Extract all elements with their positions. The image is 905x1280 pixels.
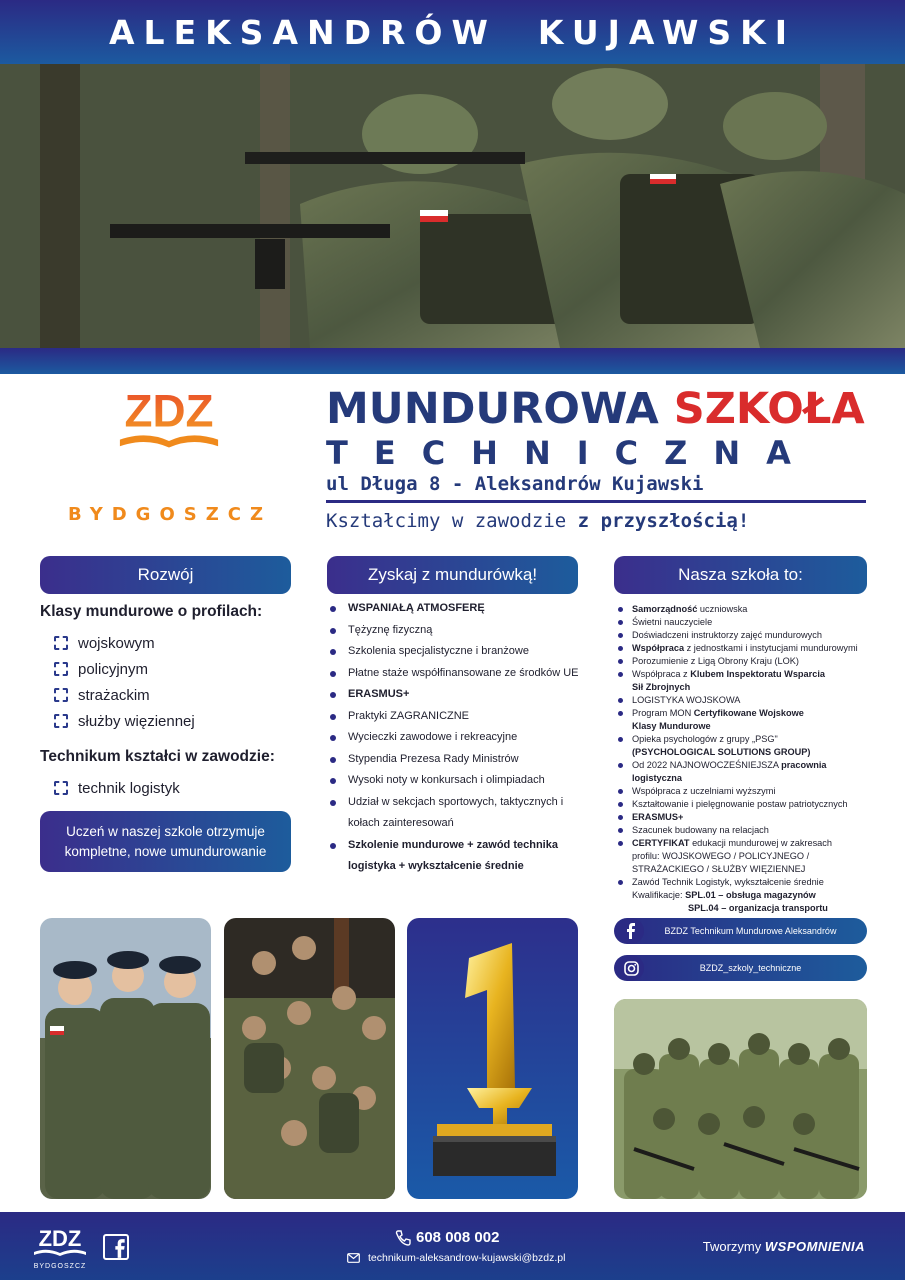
logo-city: BYDGOSZCZ xyxy=(67,504,273,525)
list-item xyxy=(330,620,580,642)
text: Szacunek budowany na relacjach xyxy=(632,825,769,835)
text: Doświadczeni instruktorzy zajęć mundurowych xyxy=(632,630,822,640)
list-item xyxy=(618,733,878,746)
text-bold: Klasy Mundurowe xyxy=(632,721,711,731)
profiles-heading: Klasy mundurowe o profilach: xyxy=(40,603,263,620)
text: Kształtowanie i pielęgnowanie postaw patriotycznych xyxy=(632,799,848,809)
phone-icon xyxy=(395,1230,411,1246)
list-item-label: Udział w sekcjach sportowych, taktycznych i kołach zainteresowań xyxy=(348,795,564,829)
text: edukacji mundurowej w zakresach xyxy=(689,838,832,848)
list-item xyxy=(618,837,878,850)
list-item xyxy=(618,824,878,837)
text-bold: SPL.01 – obsługa magazynów xyxy=(685,890,816,900)
text: Kwalifikacje: xyxy=(632,890,686,900)
list-item xyxy=(618,668,878,681)
list-item xyxy=(54,775,300,801)
text: uczniowska xyxy=(697,604,748,614)
text-bold: Certyfikowane Wojskowe xyxy=(693,708,804,718)
text-bold: CERTYFIKAT xyxy=(632,838,690,848)
bullet-icon xyxy=(618,659,623,664)
bullet-icon xyxy=(330,714,336,720)
text: Świetni nauczyciele xyxy=(632,617,713,627)
slogan-part: z xyxy=(577,510,601,532)
professions-heading: Technikum kształci w zawodzie: xyxy=(40,748,275,765)
slogan-part: przyszłością! xyxy=(600,510,750,532)
facebook-icon xyxy=(618,918,644,944)
footer-zdz-logo xyxy=(30,1224,90,1270)
dashed-square-icon xyxy=(54,781,68,795)
text-bold: Klubem Inspektoratu Wsparcia xyxy=(690,669,825,679)
title-line-1 xyxy=(326,384,871,434)
dashed-square-icon xyxy=(54,662,68,676)
list-item-label: ERASMUS+ xyxy=(348,688,410,700)
list-item xyxy=(618,655,878,668)
footer-logo-text: ZDZ xyxy=(38,1226,82,1251)
list-item xyxy=(618,616,878,629)
list-item-continuation xyxy=(618,902,878,915)
list-item-continuation xyxy=(618,746,878,759)
pill-rozwoj: Rozwój xyxy=(40,556,291,594)
list-item-label: Wysoki noty w konkursach i olimpiadach xyxy=(348,774,545,786)
text-bold: pracownia logistyczna xyxy=(632,760,827,783)
photo-cadets-field xyxy=(614,999,867,1199)
list-item-label: Praktyki ZAGRANICZNE xyxy=(348,709,470,722)
bullet-icon xyxy=(330,843,336,849)
bullet-icon xyxy=(618,698,623,703)
column-benefits xyxy=(330,598,580,878)
text-bold: Samorządność xyxy=(632,604,698,614)
text: Porozumienie z Ligą Obrony Kraju (LOK) xyxy=(632,656,799,666)
text-bold: ERASMUS+ xyxy=(632,812,684,822)
bullet-icon xyxy=(618,880,623,885)
bullet-icon xyxy=(330,671,336,677)
phone-number: 608 008 002 xyxy=(416,1229,500,1246)
list-item-continuation xyxy=(618,681,878,694)
list-item xyxy=(618,642,878,655)
bullet-icon xyxy=(618,620,623,625)
list-item-continuation: STRAŻACKIEGO / SŁUŻBY WIĘZIENNEJ xyxy=(632,864,806,874)
text: Współpraca z uczelniami wyższymi xyxy=(632,786,776,796)
footer-logo-city: BYDGOSZCZ xyxy=(33,1263,87,1270)
uniform-callout: Uczeń w naszej szkole otrzymuje kompletne, nowe umundurowanie xyxy=(40,811,291,872)
school-address: ul Długa 8 - Aleksandrów Kujawski xyxy=(326,473,704,495)
dashed-square-icon xyxy=(54,688,68,702)
text-bold: SPL.04 – organizacja transportu xyxy=(688,903,828,913)
list-item xyxy=(618,759,878,785)
title-divider xyxy=(326,500,866,503)
list-item-continuation xyxy=(618,889,878,902)
bullet-icon xyxy=(618,841,623,846)
instagram-handle: BZDZ_szkoly_techniczne xyxy=(699,963,802,973)
dashed-square-icon xyxy=(54,714,68,728)
list-item-label: służby więziennej xyxy=(78,712,195,730)
list-item-continuation: profilu: WOJSKOWEGO / POLICYJNEGO / xyxy=(632,851,810,861)
bullet-icon xyxy=(618,802,623,807)
column-development xyxy=(40,603,300,801)
text: Zawód Technik Logistyk, wykształcenie średnie xyxy=(632,877,824,887)
list-item xyxy=(54,630,300,656)
bullet-icon xyxy=(618,737,623,742)
column-our-school xyxy=(618,603,878,915)
bullet-icon xyxy=(330,800,336,806)
list-item-label: Wycieczki zawodowe i rekreacyjne xyxy=(348,731,518,743)
list-item xyxy=(54,708,300,734)
list-item xyxy=(618,694,878,707)
list-item xyxy=(330,835,580,878)
list-item xyxy=(618,811,878,824)
pill-zyskaj: Zyskaj z mundurówką! xyxy=(327,556,578,594)
bullet-icon xyxy=(330,692,336,698)
hero-bottom-band xyxy=(0,348,905,374)
open-book-icon xyxy=(120,435,218,447)
list-item xyxy=(330,792,580,835)
title-szkola: SZKOŁA xyxy=(673,384,865,434)
footer-facebook-icon[interactable] xyxy=(103,1234,129,1260)
list-item-label: policyjnym xyxy=(78,660,149,678)
instagram-link[interactable] xyxy=(614,955,867,981)
list-item xyxy=(330,598,580,620)
zdz-logo xyxy=(40,386,300,536)
list-item-label: Płatne staże współfinansowane ze środków UE xyxy=(348,666,579,679)
list-item xyxy=(330,749,580,771)
list-item-label: Stypendia Prezesa Rady Ministrów xyxy=(348,752,519,765)
zdz-logo-text: ZDZ xyxy=(124,386,214,437)
facebook-link[interactable] xyxy=(614,918,867,944)
bullet-icon xyxy=(618,828,623,833)
list-item xyxy=(330,663,580,685)
list-item-label: WSPANIAŁĄ ATMOSFERĘ xyxy=(348,602,485,614)
list-item xyxy=(618,629,878,642)
dashed-square-icon xyxy=(54,636,68,650)
list-item-label: Szkolenia specjalistyczne i branżowe xyxy=(348,645,529,657)
list-item xyxy=(330,770,580,792)
list-item xyxy=(330,706,580,728)
bullet-icon xyxy=(330,606,336,612)
list-item xyxy=(618,603,878,616)
bullet-icon xyxy=(618,711,623,716)
footer-phone[interactable] xyxy=(395,1229,499,1246)
list-item xyxy=(618,876,878,889)
pill-nasza-szkola: Nasza szkoła to: xyxy=(614,556,867,594)
photo-cadets-berets xyxy=(40,918,211,1199)
school-slogan xyxy=(326,510,871,532)
list-item-label: strażackim xyxy=(78,686,150,704)
title-line-2: TECHNICZNA xyxy=(326,434,817,472)
bullet-icon xyxy=(618,763,623,768)
list-item xyxy=(618,798,878,811)
text-bold: Współpraca xyxy=(632,643,685,653)
bullet-icon xyxy=(618,633,623,638)
instagram-icon xyxy=(618,955,644,981)
footer-slogan xyxy=(703,1239,865,1254)
text-bold: Sił Zbrojnych xyxy=(632,682,691,692)
text: LOGISTYKA WOJSKOWA xyxy=(632,695,741,705)
footer xyxy=(0,1212,905,1280)
footer-email[interactable] xyxy=(347,1252,565,1264)
list-item xyxy=(330,684,580,706)
email-address: technikum-aleksandrow-kujawski@bzdz.pl xyxy=(368,1252,566,1264)
mail-icon xyxy=(347,1253,360,1263)
slogan-part: Kształcimy w zawodzie xyxy=(326,510,578,532)
list-item xyxy=(54,682,300,708)
photo-number-one-trophy xyxy=(407,918,578,1199)
text: Od 2022 NAJNOWOCZEŚNIEJSZA xyxy=(632,760,782,770)
bullet-icon xyxy=(618,815,623,820)
bullet-icon xyxy=(618,646,623,651)
bullet-icon xyxy=(330,649,336,655)
bullet-icon xyxy=(330,735,336,741)
list-item xyxy=(618,785,878,798)
top-banner xyxy=(0,0,905,64)
facebook-handle: BZDZ Technikum Mundurowe Aleksandrów xyxy=(664,926,837,936)
list-item xyxy=(618,707,878,720)
text: Program MON xyxy=(632,708,694,718)
text: z jednostkami i instytucjami mundurowymi xyxy=(684,643,858,653)
list-item xyxy=(54,656,300,682)
slogan-part: WSPOMNIENIA xyxy=(764,1239,865,1254)
hero-photo-soldiers xyxy=(0,64,905,348)
slogan-part: Tworzymy xyxy=(702,1239,765,1254)
list-item-label: technik logistyk xyxy=(78,779,180,797)
list-item xyxy=(330,641,580,663)
bullet-icon xyxy=(618,607,623,612)
list-item xyxy=(330,727,580,749)
list-item-label: Szkolenie mundurowe + zawód technika logistyka + wykształcenie średnie xyxy=(348,838,558,872)
zdz-logo-mark xyxy=(84,386,254,458)
town-title: ALEKSANDRÓW KUJAWSKI xyxy=(109,12,796,52)
bullet-icon xyxy=(618,672,623,677)
text-bold: (PSYCHOLOGICAL SOLUTIONS GROUP) xyxy=(632,747,811,757)
title-mundurowa: MUNDUROWA xyxy=(326,384,674,434)
bullet-icon xyxy=(330,757,336,763)
list-item-label: wojskowym xyxy=(78,634,155,652)
school-title-block xyxy=(326,384,871,532)
text: Opieka psychologów z grupy „PSG" xyxy=(632,734,778,744)
list-item-label: Tężyznę fizyczną xyxy=(348,623,433,636)
bullet-icon xyxy=(330,628,336,634)
bullet-icon xyxy=(618,789,623,794)
photo-cadets-group xyxy=(224,918,395,1199)
bullet-icon xyxy=(330,778,336,784)
list-item-continuation xyxy=(618,720,878,733)
text: Współpraca z xyxy=(632,669,691,679)
